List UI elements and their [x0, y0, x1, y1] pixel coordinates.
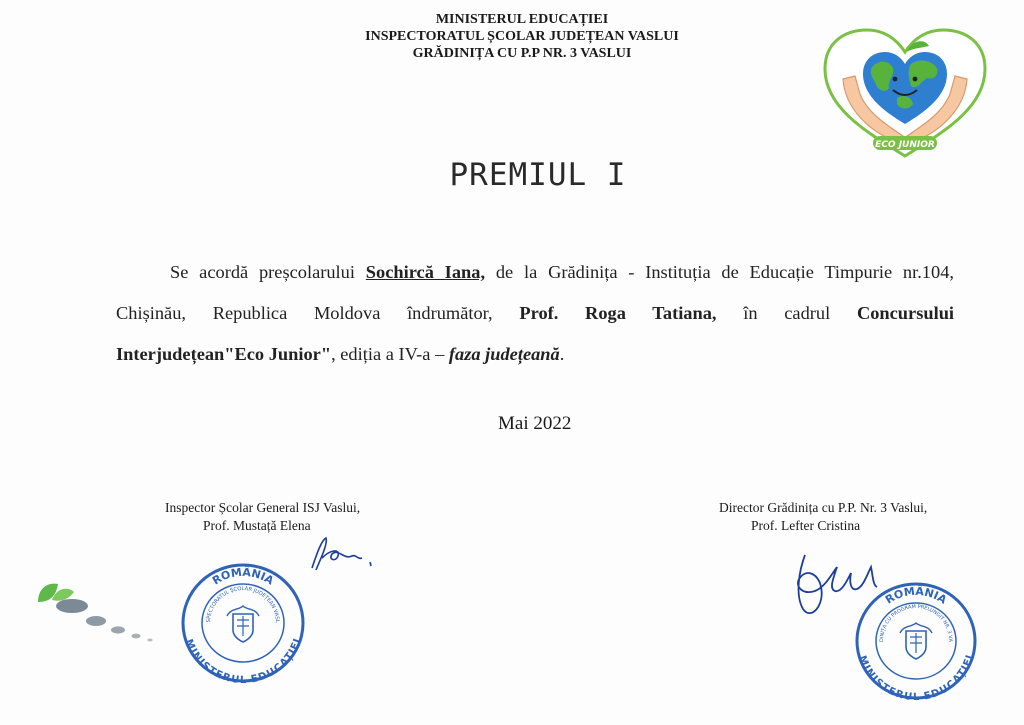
student-name: Sochircă Iana, — [365, 262, 486, 282]
teacher-name: Prof. Roga Tatiana, — [519, 303, 717, 323]
stone-icon — [111, 626, 125, 633]
stone-icon — [56, 599, 88, 613]
stone-icon — [147, 639, 152, 642]
text-line-2 — [116, 293, 954, 334]
left-handwritten-signature-icon — [300, 530, 380, 580]
award-date: Mai 2022 — [498, 413, 572, 434]
right-stamp-inner-text: DINIȚA CU PROGRAM PRELUNGIT NR. 3 VA — [878, 603, 954, 643]
right-stamp-bottom-text: MINISTERUL EDUCAȚIEI — [856, 653, 976, 703]
stone-icon — [86, 616, 106, 626]
text-intro: Se acordă preșcolarului — [170, 262, 355, 282]
eco-junior-logo — [815, 24, 995, 164]
right-official-stamp — [852, 579, 980, 703]
text-line-1 — [116, 252, 954, 293]
right-signer-name: Prof. Lefter Cristina — [751, 518, 861, 533]
contest-word: Concursului — [856, 303, 955, 323]
leaf-stones-decoration — [30, 578, 190, 648]
award-text — [116, 252, 954, 375]
contest-name: Interjudețean"Eco Junior" — [116, 344, 332, 364]
text-edition: , ediția a IV-a – — [331, 344, 445, 364]
text-within: în cadrul — [743, 303, 831, 323]
text-location: Chișinău, Republica Moldova îndrumător, — [116, 303, 493, 323]
logo-text: ECO JUNIOR — [875, 140, 935, 150]
left-stamp-top-text: ROMÂNIA — [210, 565, 276, 588]
left-official-stamp — [178, 560, 308, 686]
header-ministry: MINISTERUL EDUCAȚIEI — [435, 12, 609, 27]
text-line-3 — [116, 334, 954, 375]
left-signer-name: Prof. Mustață Elena — [203, 518, 311, 533]
right-stamp-top-text: ROMÂNIA — [883, 584, 949, 607]
left-stamp-bottom-text: MINISTERUL EDUCAȚIEI — [182, 637, 304, 686]
coat-of-arms-icon — [900, 623, 932, 659]
right-signer-role: Director Grădinița cu P.P. Nr. 3 Vaslui, — [719, 500, 928, 515]
header-kindergarten: GRĂDINIȚA CU P.P NR. 3 VASLUI — [412, 46, 632, 61]
text-period: . — [559, 344, 565, 364]
left-stamp-inner-text: SPECTORATUL ȘCOLAR JUDEȚEAN VASL — [205, 585, 281, 623]
stone-icon — [132, 634, 141, 639]
award-title: PREMIUL I — [449, 157, 627, 193]
coat-of-arms-icon — [227, 606, 259, 642]
header-inspectorate: INSPECTORATUL ȘCOLAR JUDEȚEAN VASLUI — [365, 29, 679, 44]
left-signer-role: Inspector Școlar General ISJ Vaslui, — [165, 500, 361, 515]
right-signature-block — [719, 499, 927, 535]
text-institution: de la Grădinița - Instituția de Educație Timpurie nr.104, — [495, 262, 954, 282]
contest-phase: faza județeană — [448, 344, 560, 364]
